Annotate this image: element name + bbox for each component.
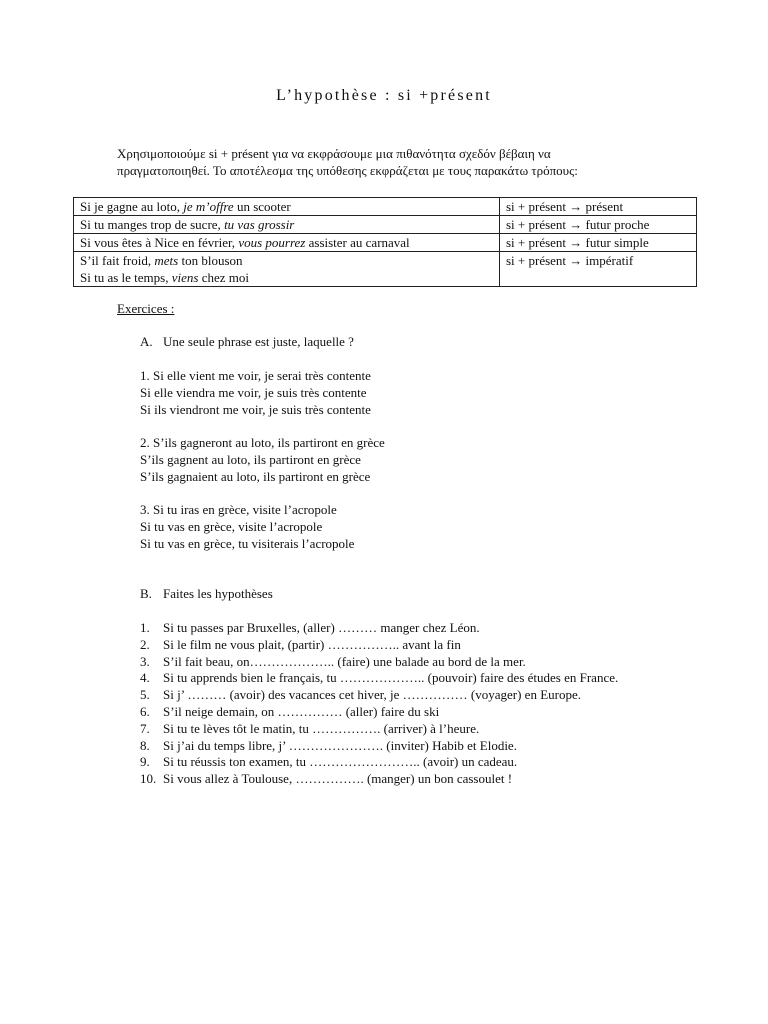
example-line bbox=[80, 234, 493, 251]
item-text: S’il fait beau, on……………….. (faire) une balade au bord de la mer. bbox=[163, 653, 526, 669]
example-italic: tu vas grossir bbox=[224, 217, 295, 232]
example-line bbox=[80, 198, 493, 215]
item-text: Si tu apprends bien le français, tu ……………….. (pouvoir) faire des études en France. bbox=[163, 670, 619, 686]
rule-cell: si + présent → futur proche bbox=[500, 216, 697, 234]
example-text: Si tu manges trop de sucre, bbox=[80, 217, 225, 232]
section-title: Une seule phrase est juste, laquelle ? bbox=[163, 334, 354, 349]
item-text: Si j’ai du temps libre, j’ …………………. (inviter) Habib et Elodie. bbox=[163, 737, 517, 753]
item-number: 3. bbox=[140, 653, 150, 669]
intro-line: Χρησιμοποιούμε si + présent για να εκφράσουμε μια πιθανότητα σχεδόν βέβαιη να bbox=[117, 146, 551, 161]
item-text: Si tu passes par Bruxelles, (aller) ……… manger chez Léon. bbox=[163, 620, 480, 635]
section-b-heading bbox=[140, 586, 273, 603]
example-line bbox=[80, 252, 493, 269]
example-cell bbox=[74, 252, 500, 287]
example-line bbox=[80, 216, 493, 233]
list-item bbox=[140, 721, 700, 738]
list-item bbox=[140, 654, 700, 671]
item-text: Si j’ ……… (avoir) des vacances cet hiver, je …………… (voyager) en Europe. bbox=[163, 687, 581, 703]
example-cell bbox=[74, 234, 500, 252]
option-line: Si elle viendra me voir, je suis très contente bbox=[140, 384, 367, 400]
fill-in-list bbox=[140, 620, 700, 788]
list-item bbox=[140, 687, 700, 704]
table-row bbox=[74, 234, 697, 252]
example-text: S’il fait froid, bbox=[80, 253, 155, 268]
list-item bbox=[140, 704, 700, 721]
item-number: 7. bbox=[140, 720, 150, 736]
rule-cell: si + présent → présent bbox=[500, 198, 697, 216]
example-text: un scooter bbox=[233, 199, 291, 214]
table-row bbox=[74, 252, 697, 287]
section-letter: B. bbox=[140, 586, 152, 601]
item-text: Si le film ne vous plait, (partir) …………….. avant la fin bbox=[163, 636, 461, 652]
example-text: chez moi bbox=[198, 270, 249, 285]
list-item bbox=[140, 738, 700, 755]
list-item bbox=[140, 620, 700, 637]
example-cell bbox=[74, 198, 500, 216]
example-italic: viens bbox=[171, 270, 199, 285]
exercises-heading: Exercices : bbox=[117, 301, 175, 316]
option-line: Si tu vas en grèce, tu visiterais l’acropole bbox=[140, 535, 355, 551]
question-group bbox=[140, 435, 385, 485]
intro-paragraph bbox=[117, 146, 677, 180]
rules-table bbox=[73, 197, 697, 287]
table-row bbox=[74, 198, 697, 216]
option-line: S’ils gagnent au loto, ils partiront en grèce bbox=[140, 451, 361, 467]
item-number: 10. bbox=[140, 771, 157, 787]
example-text: ton blouson bbox=[178, 253, 243, 268]
option-line: 2. S’ils gagneront au loto, ils partiront en grèce bbox=[140, 435, 385, 450]
item-text: Si tu te lèves tôt le matin, tu ……………. (arriver) à l’heure. bbox=[163, 720, 480, 736]
question-group bbox=[140, 368, 371, 418]
item-number: 8. bbox=[140, 737, 150, 753]
list-item bbox=[140, 670, 700, 687]
example-cell bbox=[74, 216, 500, 234]
example-text: assister au carnaval bbox=[305, 235, 410, 250]
section-title: Faites les hypothèses bbox=[163, 586, 273, 601]
example-line bbox=[80, 269, 493, 286]
item-number: 4. bbox=[140, 670, 150, 686]
example-italic: je m’offre bbox=[183, 199, 234, 214]
rule-cell: si + présent → impératif bbox=[500, 252, 697, 287]
item-number: 2. bbox=[140, 636, 150, 652]
item-number: 9. bbox=[140, 754, 150, 770]
item-number: 1. bbox=[140, 620, 150, 635]
option-line: Si tu vas en grèce, visite l’acropole bbox=[140, 518, 323, 534]
example-text: Si vous êtes à Nice en février, bbox=[80, 235, 239, 250]
item-number: 5. bbox=[140, 687, 150, 703]
item-text: S’il neige demain, on …………… (aller) faire du ski bbox=[163, 703, 440, 719]
list-item bbox=[140, 754, 700, 771]
list-item bbox=[140, 637, 700, 654]
table-row bbox=[74, 216, 697, 234]
item-text: Si tu réussis ton examen, tu …………………….. (avoir) un cadeau. bbox=[163, 754, 518, 770]
rule-cell: si + présent → futur simple bbox=[500, 234, 697, 252]
item-number: 6. bbox=[140, 703, 150, 719]
list-item bbox=[140, 771, 700, 788]
option-line: Si ils viendront me voir, je suis très contente bbox=[140, 401, 371, 417]
section-a-heading bbox=[140, 334, 354, 351]
question-group bbox=[140, 502, 354, 552]
option-line: 3. Si tu iras en grèce, visite l’acropole bbox=[140, 502, 337, 517]
example-text: Si je gagne au loto, bbox=[80, 199, 184, 214]
item-text: Si vous allez à Toulouse, ……………. (manger) un bon cassoulet ! bbox=[163, 771, 513, 787]
example-italic: mets bbox=[154, 253, 179, 268]
example-italic: vous pourrez bbox=[238, 235, 306, 250]
intro-line: πραγματοποιηθεί. Το αποτέλεσμα της υπόθεσης εκφράζεται με τους παρακάτω τρόπους: bbox=[117, 162, 578, 178]
page-title: L’hypothèse : si +présent bbox=[276, 87, 492, 104]
example-text: Si tu as le temps, bbox=[80, 270, 172, 285]
section-letter: A. bbox=[140, 334, 153, 349]
option-line: S’ils gagnaient au loto, ils partiront en grèce bbox=[140, 468, 371, 484]
option-line: 1. Si elle vient me voir, je serai très contente bbox=[140, 368, 371, 383]
